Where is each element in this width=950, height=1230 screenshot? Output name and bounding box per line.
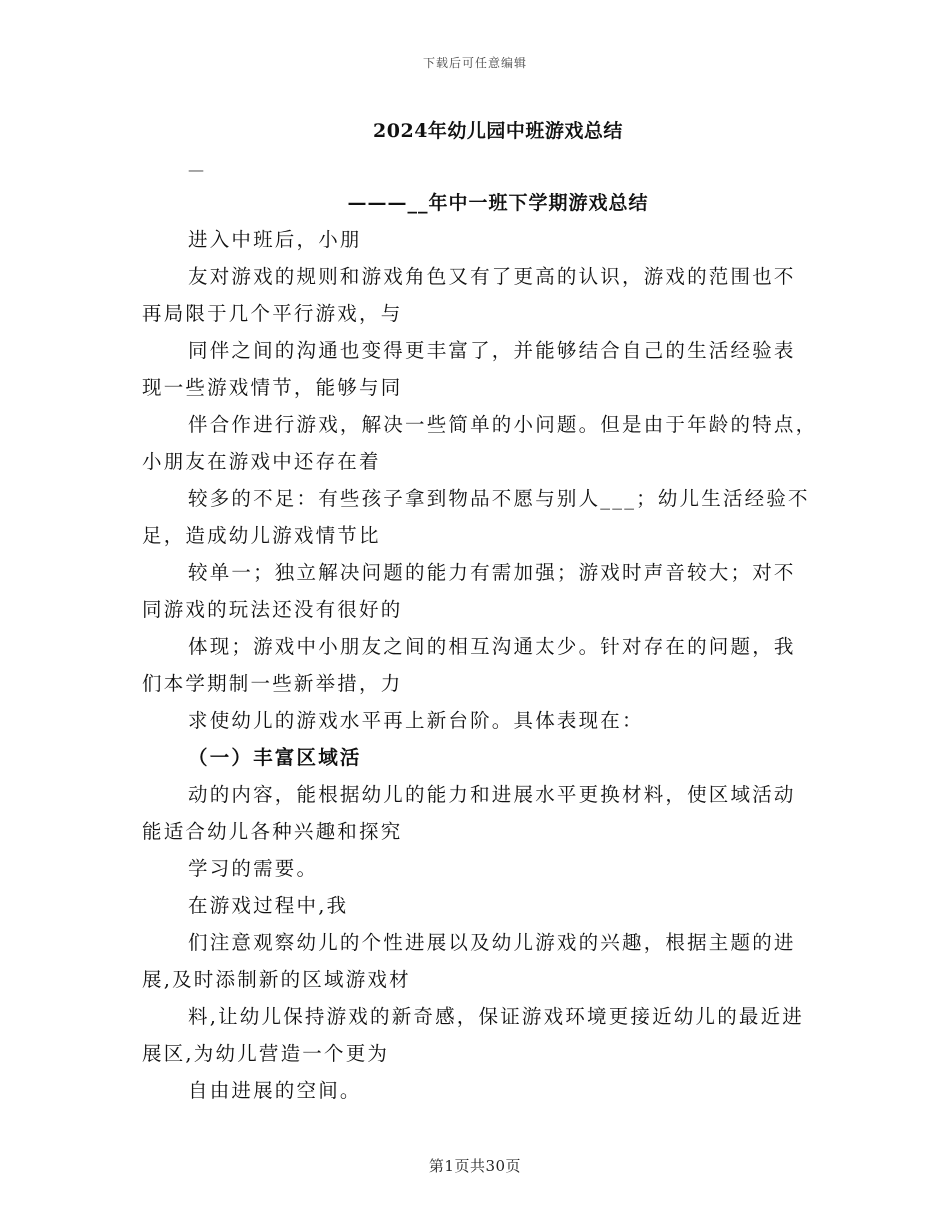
body-line: 同游戏的玩法还没有很好的 xyxy=(142,598,403,621)
section-heading: （一）丰富区域活 xyxy=(188,746,362,769)
body-line: 学习的需要。 xyxy=(188,857,319,880)
page-footer: 第1页共30页 xyxy=(428,1157,522,1175)
body-line: 自由进展的空间。 xyxy=(188,1079,362,1102)
body-line: 伴合作进行游戏，解决一些简单的小问题。但是由于年龄的特点， xyxy=(188,413,818,436)
document-subtitle: ———__年中一班下学期游戏总结 xyxy=(347,192,649,214)
body-line: 动的内容，能根据幼儿的能力和进展水平更换材料，使区域活动 xyxy=(188,783,796,806)
body-line: 足，造成幼儿游戏情节比 xyxy=(142,524,381,547)
body-line: 较多的不足：有些孩子拿到物品不愿与别人___；幼儿生活经验不 xyxy=(188,487,810,510)
body-line: 现一些游戏情节，能够与同 xyxy=(142,376,403,399)
header-note: 下载后可任意编辑 xyxy=(422,56,527,70)
body-line: 们注意观察幼儿的个性进展以及幼儿游戏的兴趣，根据主题的进 xyxy=(188,931,796,954)
dash-mark: — xyxy=(188,160,204,179)
body-line: 较单一；独立解决问题的能力有需加强；游戏时声音较大；对不 xyxy=(188,561,796,584)
body-line: 进入中班后，小朋 xyxy=(188,228,362,251)
body-line: 小朋友在游戏中还存在着 xyxy=(142,450,381,473)
body-line: 能适合幼儿各种兴趣和探究 xyxy=(142,820,403,843)
body-line: 料,让幼儿保持游戏的新奇感，保证游戏环境更接近幼儿的最近进 xyxy=(188,1005,804,1028)
document-body xyxy=(142,226,818,1114)
body-line: 同伴之间的沟通也变得更丰富了，并能够结合自己的生活经验表 xyxy=(188,339,796,362)
body-line: 们本学期制一些新举措，力 xyxy=(142,672,403,695)
body-line: 体现；游戏中小朋友之间的相互沟通太少。针对存在的问题，我 xyxy=(188,635,796,658)
body-line: 展区,为幼儿营造一个更为 xyxy=(142,1042,390,1065)
body-line: 展,及时添制新的区域游戏材 xyxy=(142,968,411,991)
body-line: 再局限于几个平行游戏，与 xyxy=(142,302,403,325)
body-line: 在游戏过程中,我 xyxy=(188,894,349,917)
body-line: 求使幼儿的游戏水平再上新台阶。具体表现在： xyxy=(188,709,644,732)
document-title: 2024年幼儿园中班游戏总结 xyxy=(373,120,623,142)
body-line: 友对游戏的规则和游戏角色又有了更高的认识，游戏的范围也不 xyxy=(188,265,796,288)
